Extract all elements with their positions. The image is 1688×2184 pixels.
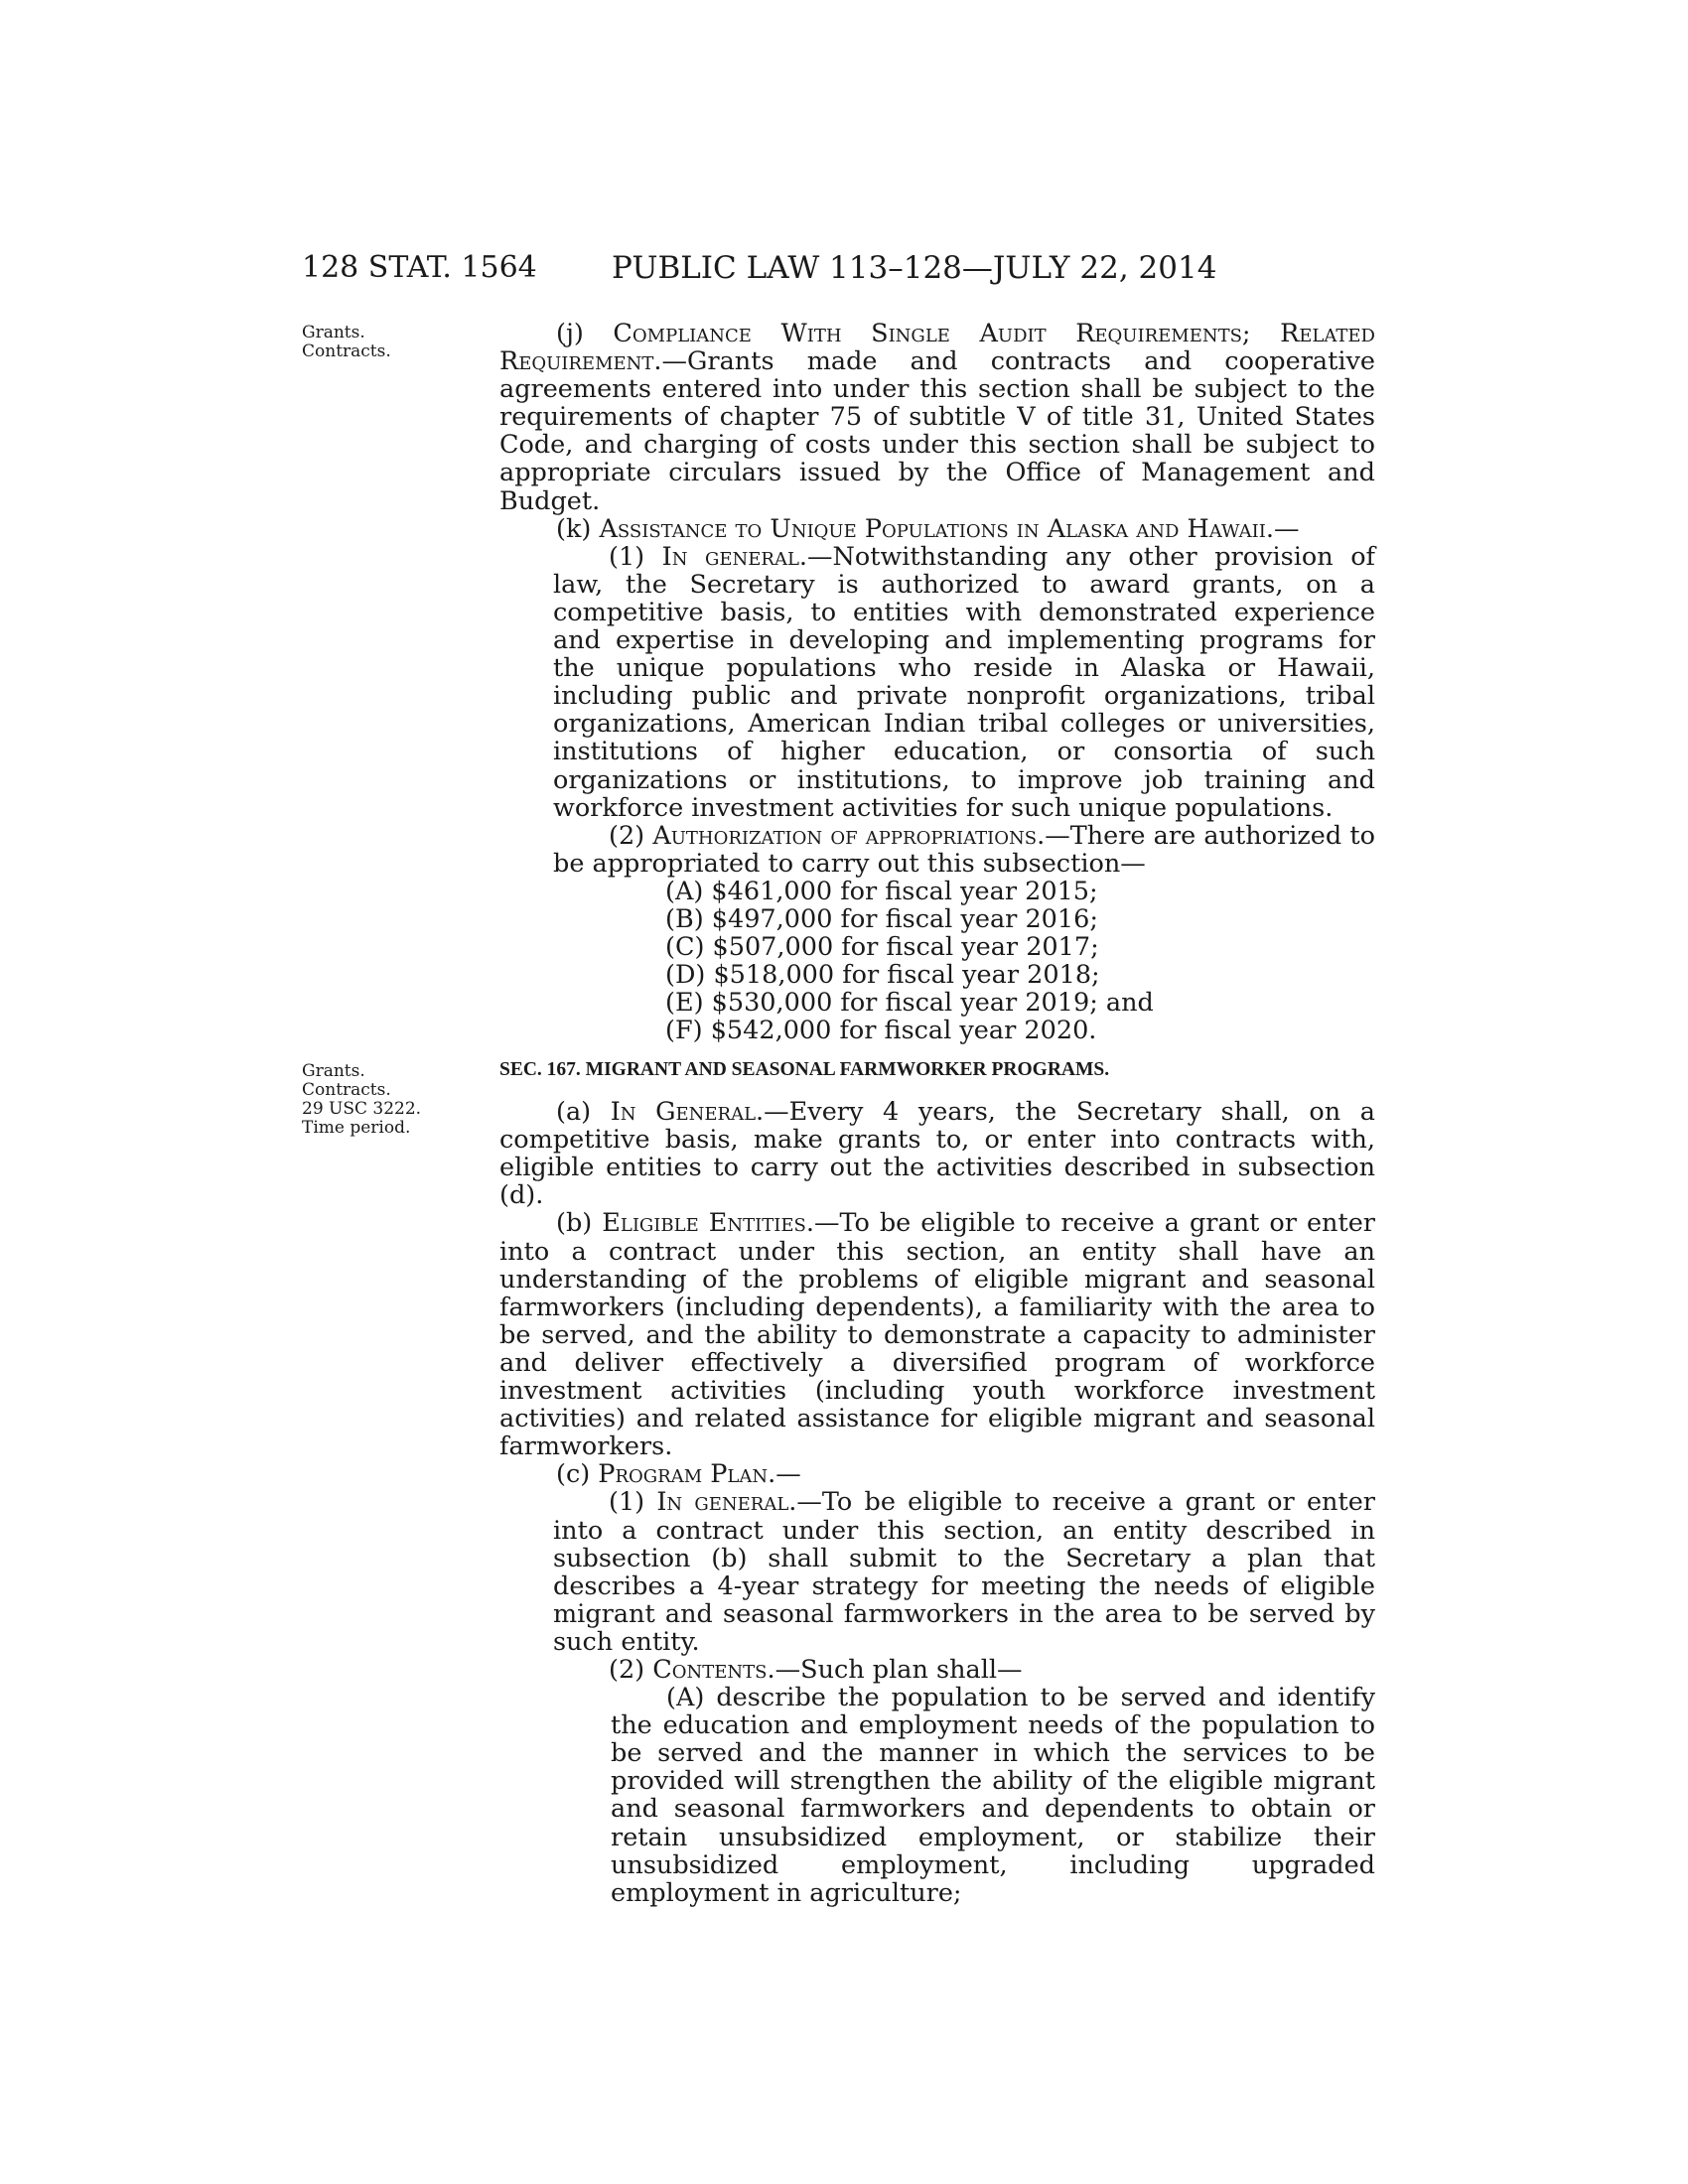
- dash: —: [1273, 513, 1300, 544]
- paragraph-text: [553, 822, 1375, 878]
- paragraph-k2: [553, 822, 1375, 878]
- document-body-top: [499, 320, 1375, 1044]
- dash: —: [775, 1459, 801, 1490]
- appropriation-item: (D) $518,000 for fiscal year 2018;: [665, 960, 1100, 991]
- margin-note-line: Grants.: [302, 1061, 365, 1081]
- margin-note-1: [302, 324, 391, 361]
- appropriation-item: (F) $542,000 for fiscal year 2020.: [665, 1016, 1097, 1046]
- subsection-label: (b): [556, 1208, 603, 1239]
- paragraph-label: (1): [609, 541, 662, 572]
- subsection-text: —Every 4 years, the Secretary shall, on a competitive basis, make grants to, or enter into contracts with, eligible entities to carry out the activities described in subsection (d).: [499, 1097, 1375, 1211]
- subsection-text: —To be eligible to receive a grant or enter into a contract under this section, an entity shall have an understanding of the problems of eligible migrant and seasonal farmworkers (including dependents), a familiarity with the area to be served, and the ability to demonstrate a capacity to administer and deliver effectively a diversified program of workforce investment activities (including youth workforce investment activities) and related assistance for eligible migrant and seasonal farmworkers.: [499, 1208, 1375, 1462]
- subsection-k: [499, 515, 1375, 543]
- subsection-c: [499, 1460, 1375, 1488]
- paragraph-body: —There are authorized to be appropriated to carry out this subsection—: [553, 820, 1375, 879]
- paragraph-c1: [553, 1488, 1375, 1656]
- paragraph-body: —Such plan shall—: [774, 1654, 1023, 1685]
- subsection-heading: Eligible Entities.: [602, 1208, 814, 1239]
- appropriation-item: (C) $507,000 for fiscal year 2017;: [665, 932, 1099, 963]
- margin-note-line: Time period.: [302, 1118, 411, 1138]
- paragraph-heading: In general.: [661, 541, 808, 572]
- page-number: 128 STAT. 1564: [302, 250, 537, 285]
- subsection-j: [499, 320, 1375, 515]
- paragraph-body: —Notwithstanding any other provision of law, the Secretary is authorized to award grants, on a competitive basis, to entities with demonstrated experience and expertise in developing and implementing programs for the unique populations who reside in Alaska or Hawaii, including public and private nonprofit organizations, tribal organizations, American Indian tribal colleges or universities, institutions of higher education, or consortia of such organizations or institutions, to improve job training and workforce investment activities for such unique populations.: [553, 541, 1375, 823]
- subsection-heading: Program Plan.: [598, 1459, 776, 1490]
- subsection-a: [499, 1098, 1375, 1209]
- appropriation-item: (B) $497,000 for fiscal year 2016;: [665, 903, 1098, 934]
- paragraph-heading: Authorization of appropriations.: [652, 820, 1046, 851]
- appropriation-item: (A) $461,000 for fiscal year 2015;: [665, 876, 1098, 906]
- margin-note-2: [302, 1062, 421, 1138]
- paragraph-heading: In general.: [656, 1487, 797, 1518]
- margin-note-line: Contracts.: [302, 341, 391, 361]
- paragraph-text: [553, 543, 1375, 822]
- subsection-heading: In General.: [610, 1097, 765, 1128]
- paragraph-c2: [553, 1656, 1375, 1684]
- paragraph-body: —To be eligible to receive a grant or enter into a contract under this section, an entity described in subsection (b) shall submit to the Secretary a plan that describes a 4-year strategy for meeting the needs of eligible migrant and seasonal farmworkers in the area to be served by such entity.: [553, 1487, 1375, 1657]
- running-header: PUBLIC LAW 113–128—JULY 22, 2014: [612, 250, 1217, 286]
- subsection-text: —Grants made and contracts and cooperative agreements entered into under this section shall be subject to the requirements of chapter 75 of subtitle V of title 31, United States Code, and charging of costs under this section shall be subject to appropriate circulars issued by the Office of Management and Budget.: [499, 346, 1375, 516]
- paragraph-heading: Contents.: [652, 1654, 775, 1685]
- subparagraph-c2A: [611, 1684, 1375, 1907]
- paragraph-label: (2): [609, 820, 653, 851]
- spacer: [499, 1084, 1375, 1098]
- margin-note-line: 29 USC 3222.: [302, 1099, 422, 1119]
- subsection-heading: Assistance to Unique Populations in Alaska and Hawaii.: [599, 513, 1274, 544]
- subsection-b: [499, 1209, 1375, 1460]
- paragraph-text: [553, 1656, 1375, 1684]
- margin-note-line: Grants.: [302, 323, 365, 342]
- section-heading: SEC. 167. MIGRANT AND SEASONAL FARMWORKER PROGRAMS.: [499, 1059, 1110, 1080]
- paragraph-label: (1): [609, 1487, 657, 1518]
- paragraph-text: [553, 1488, 1375, 1656]
- appropriation-item: (E) $530,000 for fiscal year 2019; and: [665, 988, 1154, 1019]
- subsection-label: (a): [556, 1097, 611, 1128]
- paragraph-k1: [553, 543, 1375, 822]
- subsection-label: (c): [556, 1459, 599, 1490]
- subsection-label: (k): [556, 513, 600, 544]
- subparagraph-text: (A) describe the population to be served and identify the education and employment needs of the population to be served and the manner in which the services to be provided will strengthen the ability of the eligible migrant and seasonal farmworkers and dependents to obtain or retain unsubsidized employment, or stabilize their unsubsidized employment, including upgraded employment in agriculture;: [611, 1683, 1375, 1908]
- document-body-sec167: [499, 1056, 1375, 1907]
- margin-note-line: Contracts.: [302, 1080, 391, 1100]
- subsection-label: (j): [556, 319, 614, 348]
- subsection-heading: Compliance With Single Audit Requirements; Related Requirement.: [499, 319, 1375, 377]
- paragraph-label: (2): [609, 1654, 653, 1685]
